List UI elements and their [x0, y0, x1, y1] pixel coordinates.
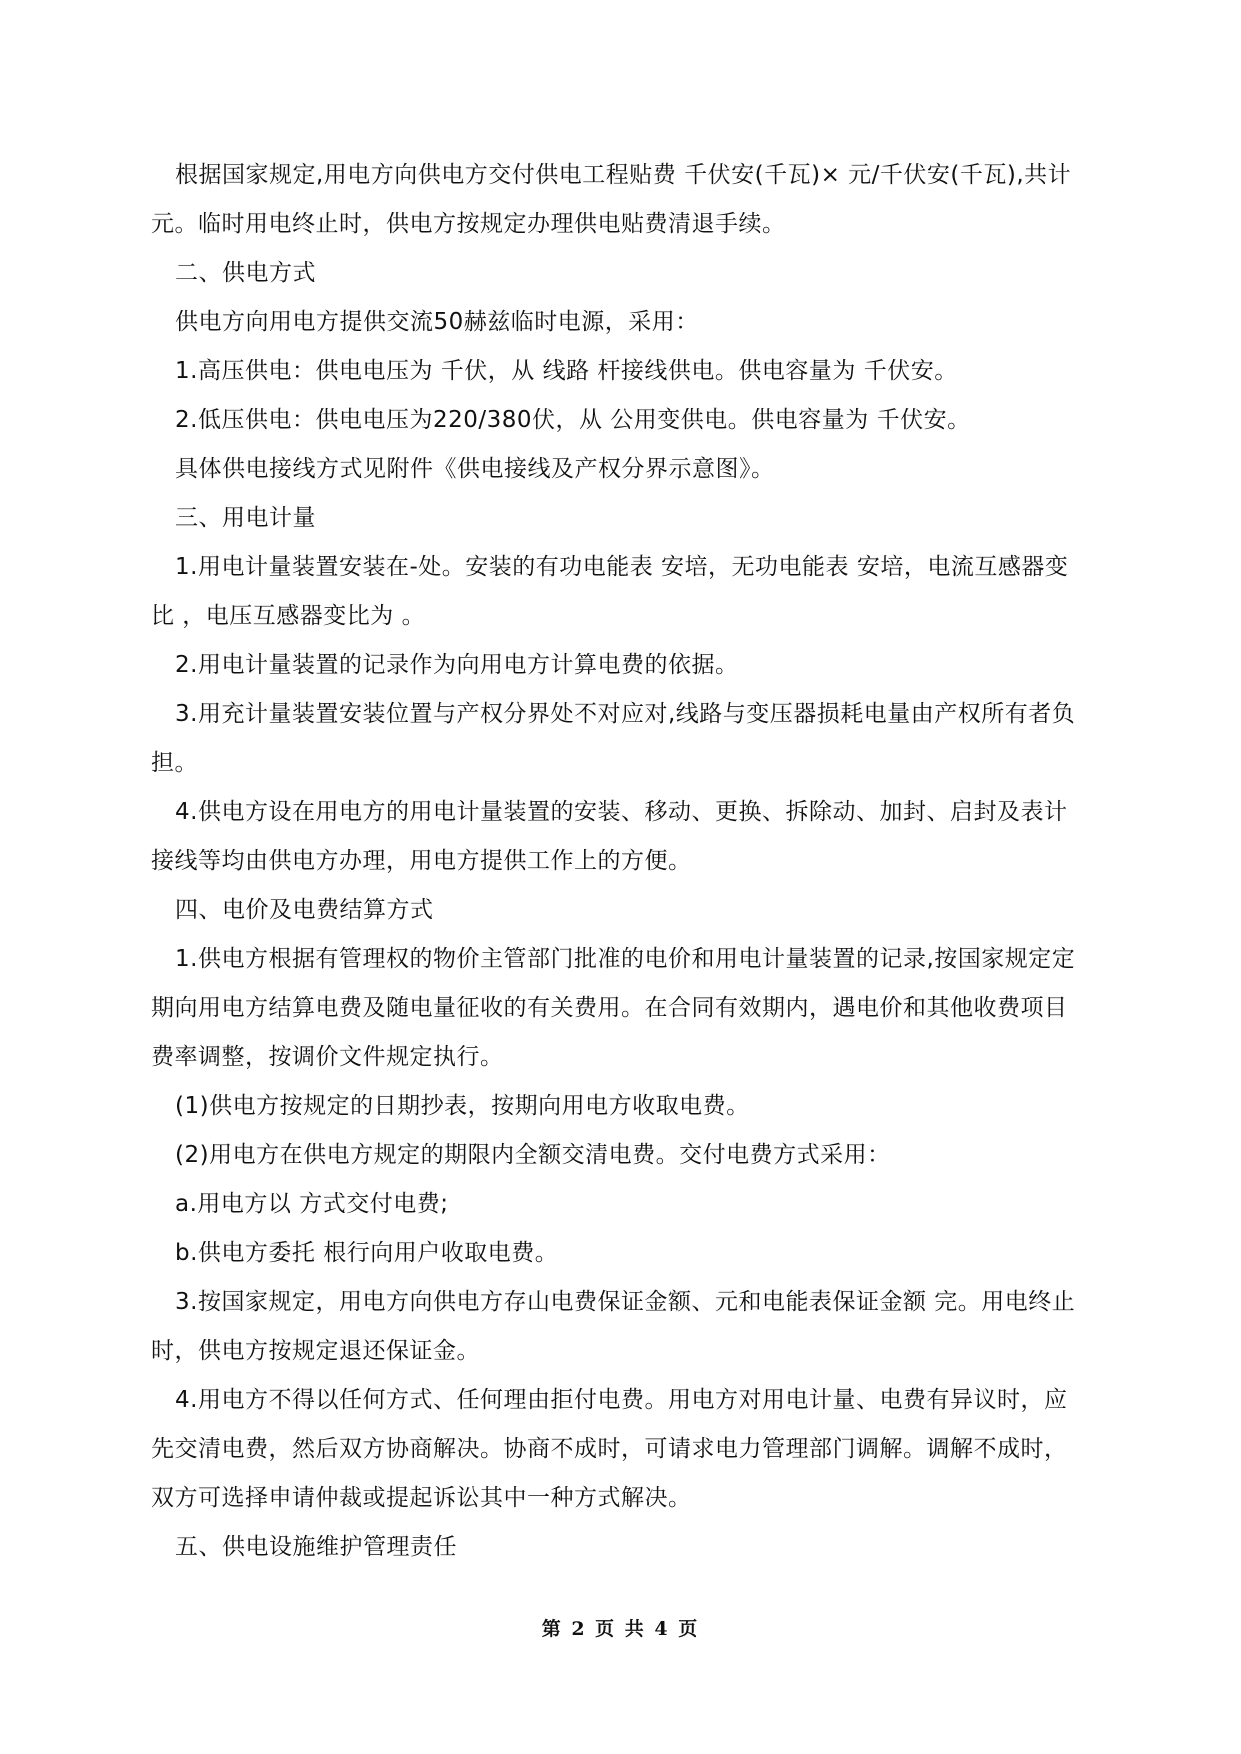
paragraph-payment-option-a: a.用电方以 方式交付电费; — [175, 1191, 449, 1217]
section-heading-maintenance: 五、供电设施维护管理责任 — [175, 1534, 457, 1560]
paragraph-meter-handling: 4.供电方设在用电方的用电计量装置的安装、移动、更换、拆除动、加封、启封及表计接线等均由供电方办理，用电方提供工作上的方便。 — [151, 799, 1068, 874]
paragraph-meter-reading: (1)供电方按规定的日期抄表，按期向用电方收取电费。 — [175, 1093, 750, 1119]
paragraph-dispute: 4.用电方不得以任何方式、任何理由拒付电费。用电方对用电计量、电费有异议时，应先交清电费，然后双方协商解决。协商不成时，可请求电力管理部门调解。调解不成时，双方可选择申请仲裁或提起诉讼其中一种方式解决。 — [151, 1387, 1068, 1511]
paragraph-temporary-power: 供电方向用电方提供交流50赫兹临时电源，采用： — [175, 309, 699, 335]
paragraph-line-losses: 3.用充计量装置安装位置与产权分界处不对应对,线路与变压器损耗电量由产权所有者负担。 — [151, 701, 1076, 776]
section-heading-metering: 三、用电计量 — [175, 505, 316, 531]
paragraph-payment-deadline: (2)用电方在供电方规定的期限内全额交清电费。交付电费方式采用： — [175, 1142, 891, 1168]
page-number-footer: 第 2 页 共 4 页 — [541, 1618, 700, 1640]
paragraph-wiring-attachment: 具体供电接线方式见附件《供电接线及产权分界示意图》。 — [175, 456, 775, 482]
paragraph-meter-records: 2.用电计量装置的记录作为向用电方计算电费的依据。 — [175, 652, 739, 678]
section-heading-pricing-settlement: 四、电价及电费结算方式 — [175, 897, 434, 923]
paragraph-connection-fee: 根据国家规定,用电方向供电方交付供电工程贴费 千伏安(千瓦)× 元/千伏安(千瓦),共计 元。临时用电终止时，供电方按规定办理供电贴费清退手续。 — [151, 162, 1072, 237]
document-body — [151, 151, 1090, 1572]
paragraph-settlement-basis: 1.供电方根据有管理权的物价主管部门批准的电价和用电计量装置的记录,按国家规定定期向用电方结算电费及随电量征收的有关费用。在合同有效期内，遇电价和其他收费项目费率调整，按调价文件规定执行。 — [151, 946, 1076, 1070]
paragraph-low-voltage: 2.低压供电：供电电压为220/380伏，从 公用变供电。供电容量为 千伏安。 — [175, 407, 971, 433]
paragraph-payment-option-b: b.供电方委托 根行向用户收取电费。 — [175, 1240, 559, 1266]
section-heading-power-supply-method: 二、供电方式 — [175, 260, 316, 286]
paragraph-high-voltage: 1.高压供电：供电电压为 千伏，从 线路 杆接线供电。供电容量为 千伏安。 — [175, 358, 958, 384]
paragraph-deposit: 3.按国家规定，用电方向供电方存山电费保证金额、元和电能表保证金额 完。用电终止时，供电方按规定退还保证金。 — [151, 1289, 1076, 1364]
paragraph-meter-installation: 1.用电计量装置安装在-处。安装的有功电能表 安培，无功电能表 安培，电流互感器变比 ，电压互感器变比为 。 — [151, 554, 1069, 629]
